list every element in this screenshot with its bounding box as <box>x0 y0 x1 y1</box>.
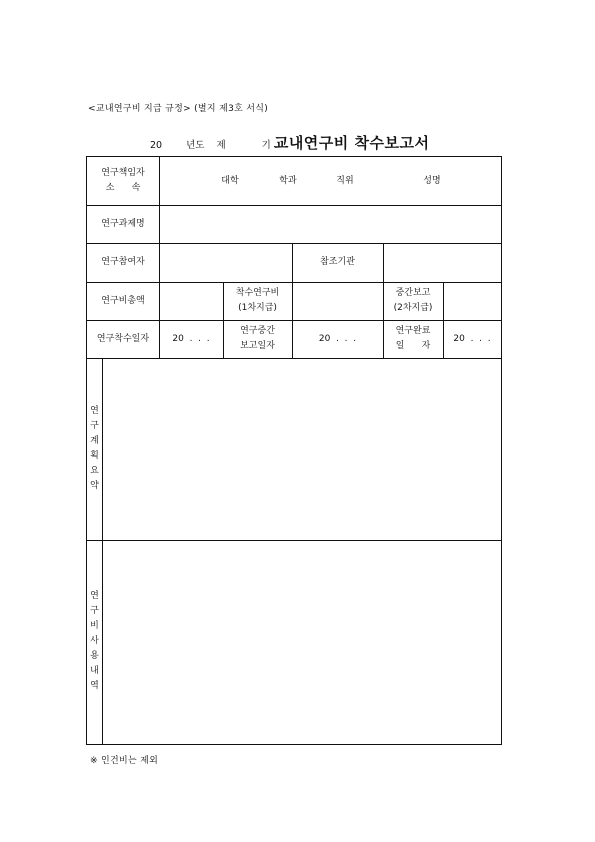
research-plan-area[interactable] <box>103 359 501 539</box>
start-fund-label: 착수연구비 <box>235 288 280 298</box>
expense-details-char: 역 <box>90 681 99 691</box>
research-plan-char: 요 <box>90 466 99 476</box>
mid-report-sub-label: (2차지급) <box>393 303 433 313</box>
start-date-label: 연구착수일자 <box>96 333 150 344</box>
expense-details-area[interactable] <box>103 541 501 741</box>
mid-report-label-cell <box>383 282 443 320</box>
expense-details-char: 비 <box>90 621 99 631</box>
research-plan-char: 획 <box>90 451 99 461</box>
expense-details-char: 구 <box>90 606 99 616</box>
ref-institution-label: 참조기관 <box>320 257 355 267</box>
start-fund-sub-label: (1차지급) <box>238 303 277 313</box>
mid-report-field[interactable] <box>444 283 501 319</box>
title-year-label: 년도 <box>186 140 205 151</box>
project-title-label: 연구과제명 <box>101 218 145 229</box>
expense-details-label <box>87 540 102 743</box>
title-term-label: 제 <box>216 140 226 151</box>
total-budget-label: 연구비총액 <box>101 295 145 306</box>
participants-field[interactable] <box>160 244 291 281</box>
research-plan-char: 계 <box>90 436 99 446</box>
end-date-label: 연구완료 <box>395 326 431 336</box>
title-year-prefix: 20 <box>150 140 163 151</box>
participants-label: 연구참여자 <box>101 257 145 267</box>
end-date-sub-label: 일 자 <box>395 341 431 351</box>
page-title: 교내연구비 착수보고서 <box>273 134 430 152</box>
start-date-value: 20 . . . <box>172 333 210 344</box>
expense-details-char: 용 <box>90 651 99 661</box>
research-plan-char: 약 <box>90 481 99 491</box>
start-fund-label-cell <box>223 282 292 320</box>
college-label: 대학 <box>221 175 239 186</box>
affiliation-label: 소 속 <box>105 183 141 193</box>
project-title-field[interactable] <box>160 206 501 242</box>
research-plan-char: 연 <box>90 406 99 416</box>
research-plan-char: 구 <box>90 421 99 431</box>
total-budget-field[interactable] <box>160 283 222 319</box>
department-label: 학과 <box>279 175 297 186</box>
expense-details-char: 내 <box>90 666 99 676</box>
position-label: 직위 <box>336 175 354 186</box>
mid-date-label: 연구중간 <box>240 326 275 336</box>
research-plan-label <box>87 358 102 540</box>
name-label: 성명 <box>423 175 441 186</box>
form-header-note: <교내연구비 지급 규정> (별지 제3호 서식) <box>88 104 269 114</box>
mid-date-value: 20 . . . <box>318 333 357 344</box>
mid-date-sub-label: 보고일자 <box>240 341 275 351</box>
title-term-suffix: 기 <box>261 140 271 151</box>
start-fund-field[interactable] <box>293 283 382 319</box>
footnote: ※ 인건비는 제외 <box>90 756 159 766</box>
form-title-row <box>150 132 460 154</box>
mid-date-label-cell <box>223 320 292 358</box>
end-date-label-cell <box>383 320 443 358</box>
expense-details-char: 연 <box>90 591 99 601</box>
report-form-table <box>86 156 502 745</box>
researcher-label-cell <box>87 157 159 205</box>
ref-institution-field[interactable] <box>384 244 501 281</box>
mid-report-label: 중간보고 <box>395 288 431 298</box>
expense-details-char: 사 <box>90 636 99 646</box>
end-date-value: 20 . . . <box>453 333 491 344</box>
researcher-label: 연구책임자 <box>101 168 145 178</box>
